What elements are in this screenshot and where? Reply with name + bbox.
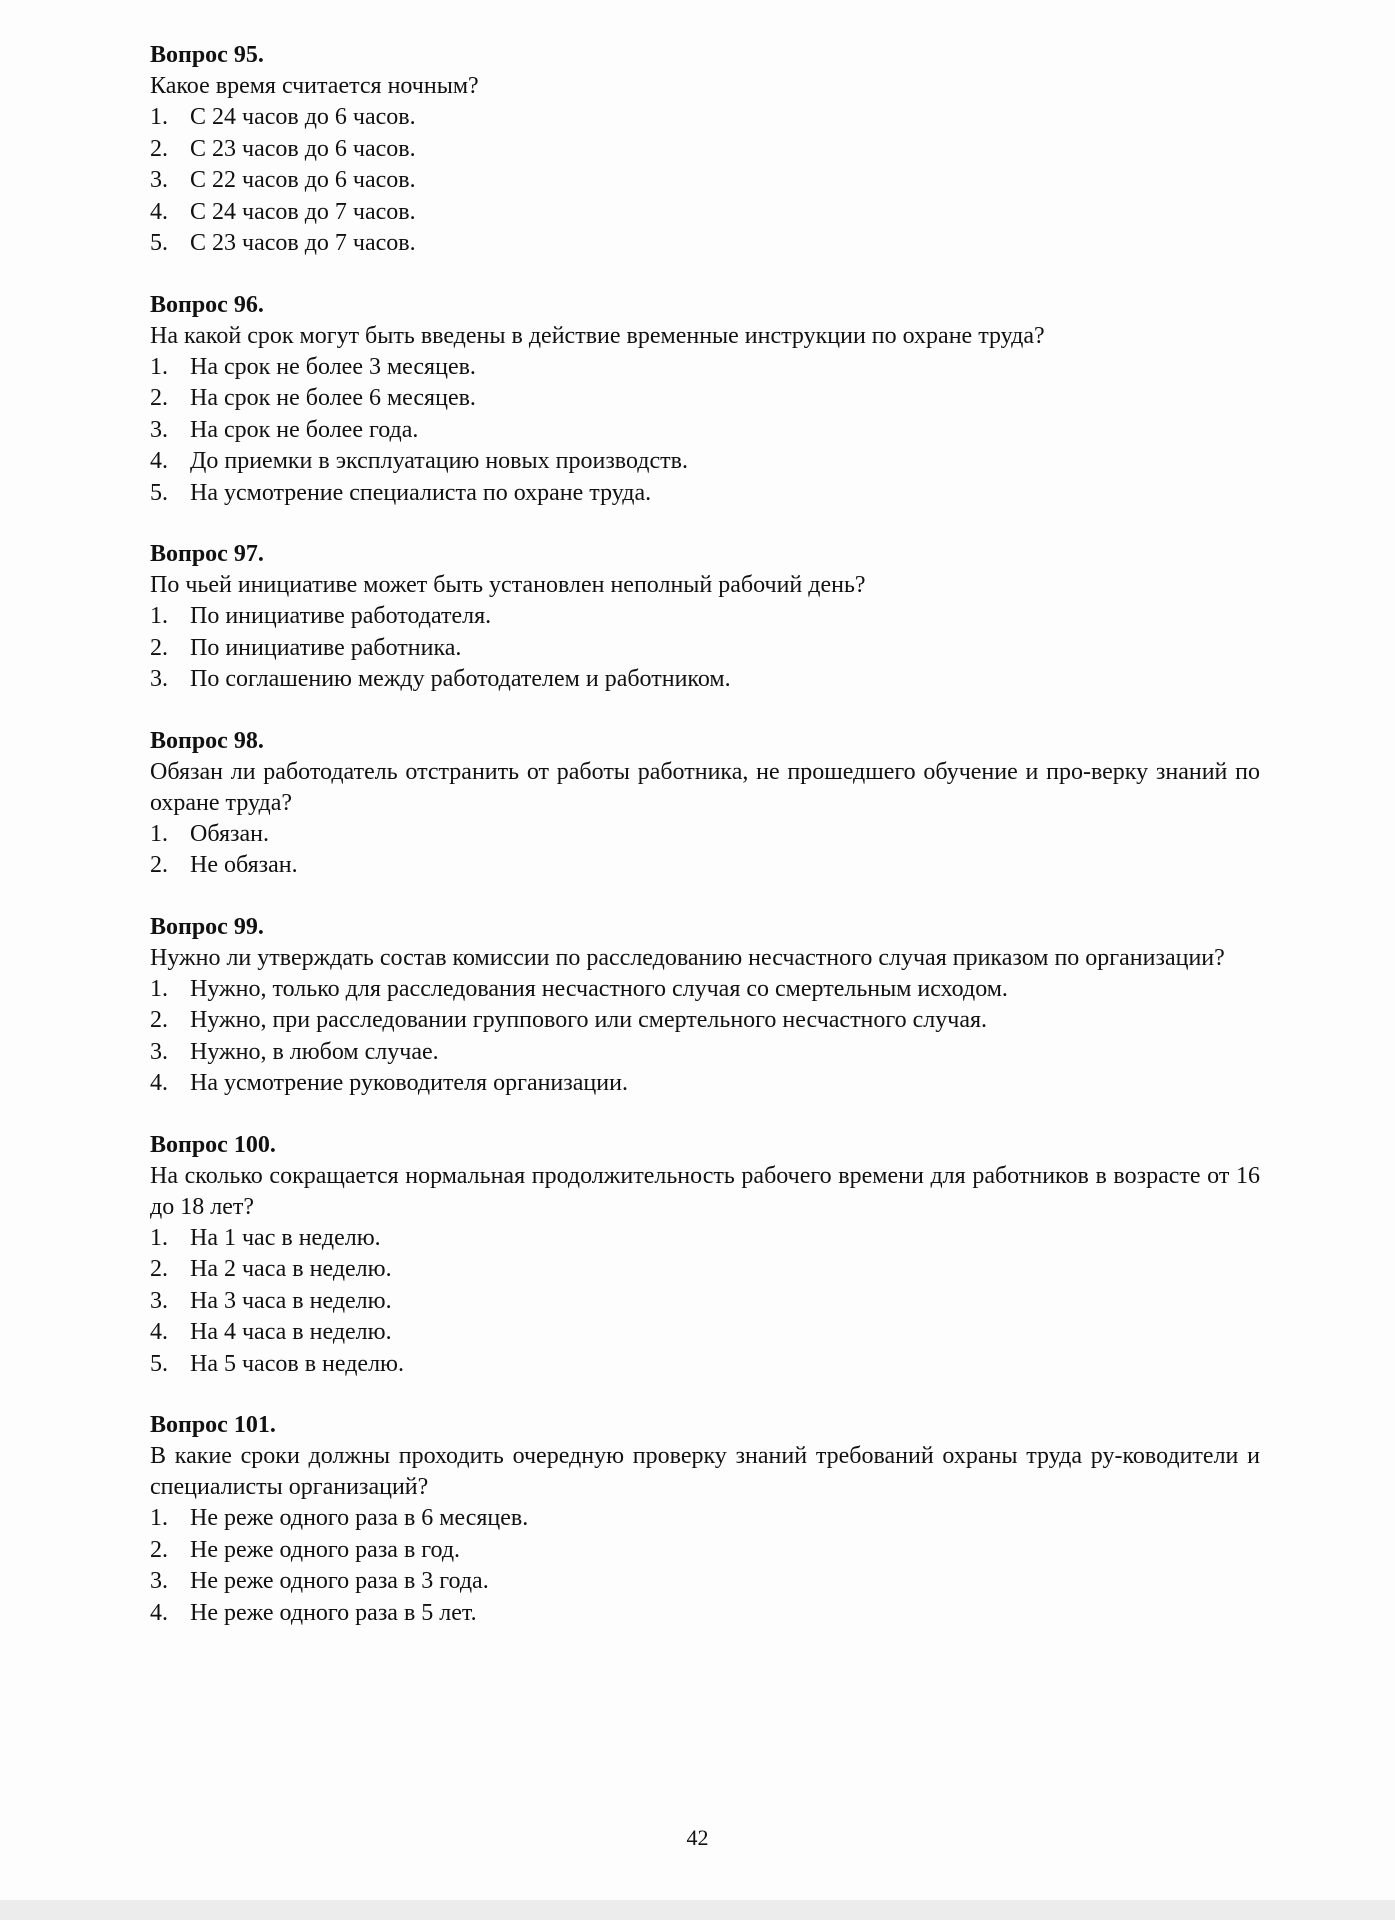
answer-option-text: На срок не более года. [190,416,419,443]
question-text: На сколько сокращается нормальная продолжительность рабочего времени для работников в возрасте от 16 до 18 лет? [150,1162,1260,1220]
question-title: Вопрос 99. [150,913,264,940]
answer-option-text: На 4 часа в неделю. [190,1319,392,1345]
answer-option-text: По соглашению между работодателем и работником. [190,666,731,692]
answer-option-text: По инициативе работника. [190,634,462,661]
answer-option-text: Не реже одного раза в год. [190,1536,461,1563]
answer-option-number: 5. [150,479,168,506]
question-block [150,1410,1260,1629]
question-block [150,912,1260,1100]
answer-option [150,446,1260,478]
answer-option-text: По инициативе работодателя. [190,603,492,629]
answer-option-number: 3. [150,416,168,443]
answer-option-text: Обязан. [190,820,269,847]
question-text: В какие сроки должны проходить очередную проверку знаний требований охраны труда ру-ководители и специалисты организаций? [150,1443,1260,1500]
answer-option [150,1223,1260,1255]
answer-option-number: 4. [150,1599,168,1626]
answer-options [150,601,1260,696]
answer-option [150,1068,1260,1100]
question-block [150,290,1260,510]
answer-option-number: 3. [150,666,168,692]
page-bottom-edge [0,1900,1395,1920]
answer-option-text: На 2 часа в неделю. [190,1256,392,1282]
answer-option-text: Нужно, в любом случае. [190,1038,439,1065]
answer-option [150,1317,1260,1349]
answer-option [150,1503,1260,1535]
answer-option-text: На срок не более 3 месяцев. [190,353,476,380]
answer-option [150,601,1260,633]
answer-option [150,478,1260,510]
answer-option-text: На срок не более 6 месяцев. [190,385,476,411]
answer-option [150,1254,1260,1286]
answer-option-text: Нужно, только для расследования несчастного случая со смертельным исходом. [190,975,1008,1002]
answer-option-number: 1. [150,353,168,380]
answer-option [150,1286,1260,1318]
answer-option [150,1349,1260,1381]
answer-option [150,633,1260,665]
answer-option-number: 5. [150,1350,168,1377]
question-text: На какой срок могут быть введены в действие временные инструкции по охране труда? [150,322,1045,349]
answer-option-text: Не реже одного раза в 5 лет. [190,1599,477,1626]
answer-option-number: 2. [150,852,168,878]
answer-option-number: 1. [150,820,168,847]
answer-option-text: До приемки в эксплуатацию новых производств. [190,448,688,474]
answer-options [150,102,1260,260]
answer-option-number: 3. [150,1568,168,1594]
answer-option-number: 4. [150,448,168,474]
answer-option [150,383,1260,415]
answer-option-number: 2. [150,634,168,661]
answer-options [150,352,1260,510]
question-text: Нужно ли утверждать состав комиссии по расследованию несчастного случая приказом по организации? [150,944,1225,971]
answer-option-text: С 22 часов до 6 часов. [190,167,416,193]
answer-options [150,1503,1260,1629]
question-block [150,1130,1260,1381]
answer-option-text: Нужно, при расследовании группового или смертельного несчастного случая. [190,1007,988,1033]
question-title: Вопрос 97. [150,541,264,567]
question-title: Вопрос 95. [150,42,264,68]
answer-option-number: 1. [150,975,168,1002]
answer-option [150,1005,1260,1037]
answer-option-number: 1. [150,1224,168,1251]
answer-option-text: На усмотрение руководителя организации. [190,1070,628,1096]
answer-option-number: 3. [150,1287,168,1314]
answer-option-number: 1. [150,104,168,130]
answer-option [150,197,1260,229]
page-number: 42 [686,1825,709,1850]
question-text: Какое время считается ночным? [150,73,479,99]
answer-option [150,974,1260,1006]
question-block [150,40,1260,260]
answer-option-text: Не реже одного раза в 3 года. [190,1568,489,1594]
answer-options [150,1223,1260,1381]
question-title: Вопрос 101. [150,1412,276,1438]
question-title: Вопрос 100. [150,1131,276,1158]
answer-option [150,1598,1260,1630]
questions-container [150,40,1260,1659]
answer-option-number: 4. [150,1070,168,1096]
answer-option-text: С 23 часов до 7 часов. [190,230,416,256]
answer-option-text: С 24 часов до 6 часов. [190,104,416,130]
answer-option-text: На усмотрение специалиста по охране труда. [190,479,652,506]
answer-option-text: На 3 часа в неделю. [190,1287,392,1314]
question-title: Вопрос 96. [150,291,264,318]
answer-option [150,1535,1260,1567]
question-text: Обязан ли работодатель отстранить от работы работника, не прошедшего обучение и про-верку знаний по охране труда? [150,758,1260,816]
answer-option-text: С 24 часов до 7 часов. [190,198,416,225]
answer-option [150,664,1260,696]
answer-option [150,850,1260,882]
answer-option-number: 4. [150,198,168,225]
answer-option [150,415,1260,447]
answer-option-number: 1. [150,603,168,629]
answer-option [150,165,1260,197]
answer-option [150,134,1260,166]
answer-option-number: 5. [150,230,168,256]
question-title: Вопрос 98. [150,727,264,754]
answer-option-number: 2. [150,385,168,411]
answer-option-number: 3. [150,1038,168,1065]
answer-option-text: С 23 часов до 6 часов. [190,135,416,162]
answer-option-text: На 5 часов в неделю. [190,1350,404,1377]
answer-option [150,1037,1260,1069]
answer-option [150,352,1260,384]
answer-option-text: Не обязан. [190,852,298,878]
answer-option-number: 2. [150,1256,168,1282]
question-text: По чьей инициативе может быть установлен неполный рабочий день? [150,572,866,598]
answer-option [150,228,1260,260]
answer-option [150,102,1260,134]
answer-option-number: 4. [150,1319,168,1345]
answer-option-number: 2. [150,1536,168,1563]
answer-option [150,1566,1260,1598]
answer-options [150,974,1260,1100]
answer-option-number: 2. [150,1007,168,1033]
answer-option-text: На 1 час в неделю. [190,1224,381,1251]
answer-option-number: 1. [150,1505,168,1531]
answer-option-number: 3. [150,167,168,193]
question-block [150,726,1260,882]
answer-options [150,819,1260,882]
question-block [150,539,1260,696]
answer-option-number: 2. [150,135,168,162]
answer-option [150,819,1260,851]
answer-option-text: Не реже одного раза в 6 месяцев. [190,1505,529,1531]
